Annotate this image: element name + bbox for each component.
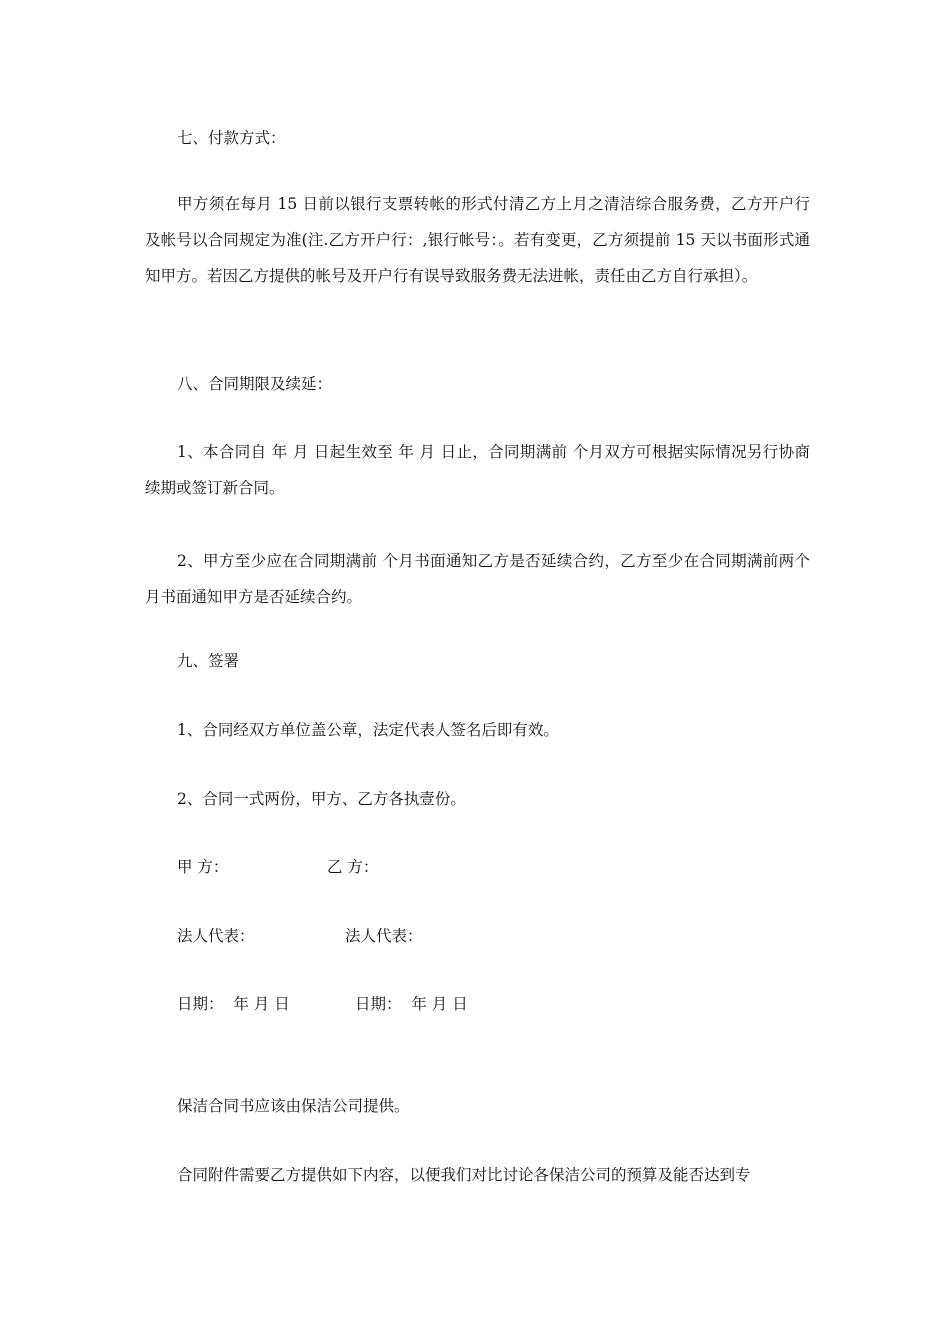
section-heading-payment: 七、付款方式： [177, 129, 286, 147]
party-a-label: 甲 方： [177, 858, 229, 876]
rep-b-label: 法人代表： [345, 927, 423, 945]
signature-rep-row [177, 918, 423, 954]
term-item-2: 2、甲方至少应在合同期满前 个月书面通知乙方是否延续合约，乙方至少在合同期满前两个月书面通知甲方是否延续合约。 [145, 552, 810, 606]
section-heading-term: 八、合同期限及续延： [177, 375, 333, 393]
signing-item-2: 2、合同一式两份，甲方、乙方各执壹份。 [177, 790, 466, 808]
signature-date-row [177, 986, 468, 1022]
signature-party-row [177, 849, 378, 885]
payment-paragraph: 甲方须在每月 15 日前以银行支票转帐的形式付清乙方上月之清洁综合服务费，乙方开户行及帐号以合同规定为准(注.乙方开户行：,银行帐号：。若有变更，乙方须提前 15 天以书面形式通知甲方。若因乙方提供的帐号及开户行有误导致服务费无法进帐，责任由乙方自行承担）。 [145, 195, 810, 285]
date-a-label: 日期： 年 月 日 [177, 995, 290, 1013]
party-b-label: 乙 方： [327, 858, 379, 876]
section-heading-signing: 九、签署 [177, 652, 240, 670]
note-line-1: 保洁合同书应该由保洁公司提供。 [177, 1097, 410, 1115]
term-item-1: 1、本合同自 年 月 日起生效至 年 月 日止，合同期满前 个月双方可根据实际情况另行协商续期或签订新合同。 [145, 443, 810, 497]
date-b-label: 日期： 年 月 日 [355, 995, 468, 1013]
rep-a-label: 法人代表： [177, 927, 255, 945]
note-line-2: 合同附件需要乙方提供如下内容，以便我们对比讨论各保洁公司的预算及能否达到专 [177, 1166, 751, 1184]
signing-item-1: 1、合同经双方单位盖公章，法定代表人签名后即有效。 [177, 721, 559, 739]
